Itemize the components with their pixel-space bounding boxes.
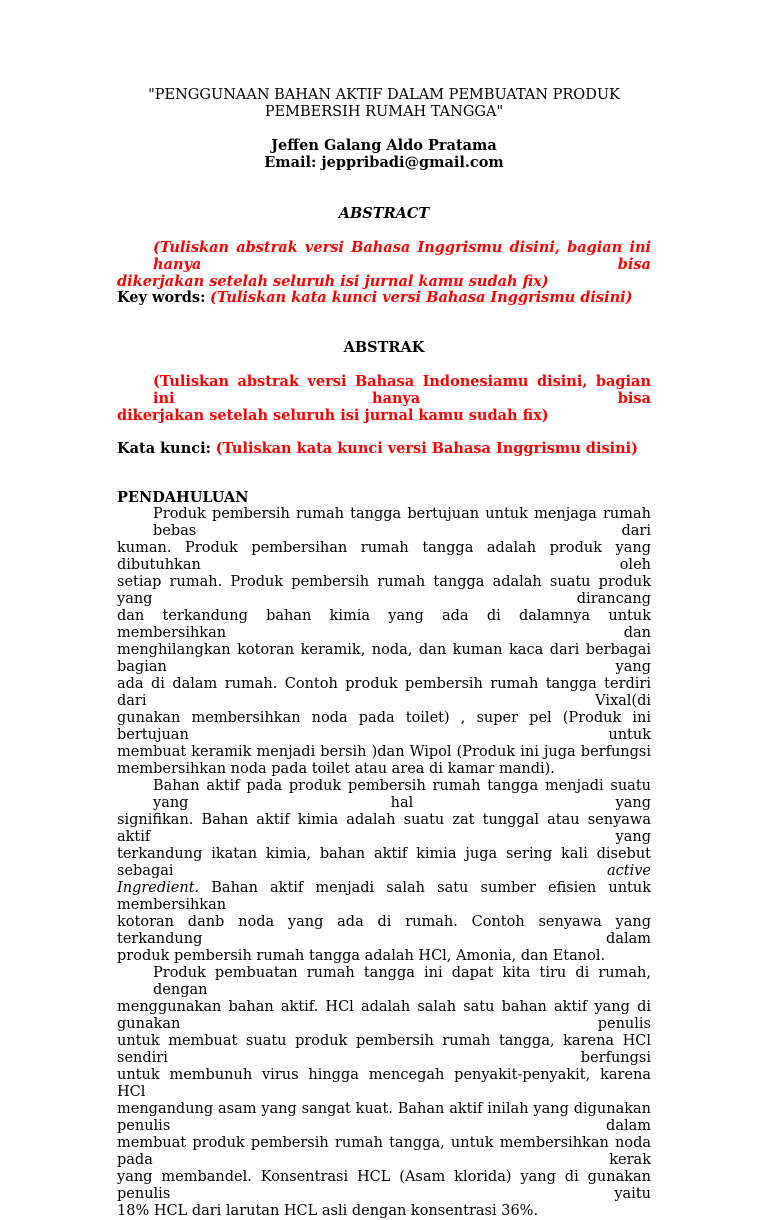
- keywords-en: [117, 289, 633, 306]
- p1-line: setiap rumah. Produk pembersih rumah tangga adalah suatu produk yang dirancang: [117, 574, 651, 607]
- section-heading-pendahuluan: PENDAHULUAN: [117, 489, 249, 506]
- p2-line: kotoran danb noda yang ada di rumah. Contoh senyawa yang terkandung dalam: [117, 914, 651, 947]
- p1-line: gunakan membersihkan noda pada toilet) , super pel (Produk ini bertujuan untuk: [117, 710, 651, 743]
- abstract-heading-id: ABSTRAK: [343, 339, 425, 356]
- keywords-en-label: Key words:: [117, 289, 206, 306]
- p3-line: membuat produk pembersih rumah tangga, untuk membersihkan noda pada kerak: [117, 1135, 651, 1168]
- p2-italic-term: active: [606, 863, 651, 879]
- p2-line: [117, 846, 651, 880]
- p1-line: membuat keramik menjadi bersih )dan Wipol (Produk ini juga berfungsi: [117, 744, 651, 760]
- keywords-en-value: (Tuliskan kata kunci versi Bahasa Inggrismu disini): [210, 289, 633, 306]
- intro-body: [117, 506, 651, 1220]
- p1-line: dan terkandung bahan kimia yang ada di dalamnya untuk membersihkan dan: [117, 608, 651, 641]
- abstract-en-line-1: (Tuliskan abstrak versi Bahasa Inggrismu disini, bagian ini hanya bisa: [153, 239, 651, 273]
- abstract-id-line-2: dikerjakan setelah seluruh isi jurnal kamu sudah fix): [117, 407, 549, 424]
- p1-line: Produk pembersih rumah tangga bertujuan untuk menjaga rumah bebas dari: [153, 506, 651, 539]
- p2-line: signifikan. Bahan aktif kimia adalah suatu zat tunggal atau senyawa aktif yang: [117, 812, 651, 845]
- p3-line: 18% HCL dari larutan HCL asli dengan konsentrasi 36%.: [117, 1203, 539, 1219]
- p2-italic-term: Ingredient.: [117, 880, 200, 896]
- p2-line: produk pembersih rumah tangga adalah HCl, Amonia, dan Etanol.: [117, 948, 606, 964]
- abstract-body-id: [117, 373, 651, 424]
- p2-line-text: terkandung ikatan kimia, bahan aktif kimia juga sering kali disebut sebagai: [117, 846, 651, 879]
- abstract-heading-en: ABSTRACT: [338, 205, 430, 222]
- p1-line: ada di dalam rumah. Contoh produk pembersih rumah tangga terdiri dari Vixal(di: [117, 676, 651, 709]
- paper-title: [0, 87, 768, 121]
- p2-line: Bahan aktif pada produk pembersih rumah tangga menjadi suatu yang hal yang: [153, 778, 651, 811]
- p2-line-text: Bahan aktif menjadi salah satu sumber efisien untuk membersihkan: [117, 880, 651, 913]
- author-name: Jeffen Galang Aldo Pratama: [271, 137, 497, 154]
- abstract-id-line-1: (Tuliskan abstrak versi Bahasa Indonesiamu disini, bagian ini hanya bisa: [153, 373, 651, 407]
- p3-line: mengandung asam yang sangat kuat. Bahan aktif inilah yang digunakan penulis dalam: [117, 1101, 651, 1134]
- abstract-en-line-2: dikerjakan setelah seluruh isi jurnal kamu sudah fix): [117, 273, 549, 290]
- author-email: Email: jeppribadi@gmail.com: [264, 154, 504, 171]
- p3-line: menggunakan bahan aktif. HCl adalah salah satu bahan aktif yang di gunakan penulis: [117, 999, 651, 1032]
- p1-line: membersihkan noda pada toilet atau area di kamar mandi).: [117, 761, 555, 777]
- p3-line: untuk membuat suatu produk pembersih rumah tangga, karena HCl sendiri berfungsi: [117, 1033, 651, 1066]
- p3-line: Produk pembuatan rumah tangga ini dapat kita tiru di rumah, dengan: [153, 965, 651, 998]
- title-line-2: PEMBERSIH RUMAH TANGGA": [264, 104, 504, 120]
- p2-line: [117, 880, 651, 914]
- author-block: [0, 137, 768, 171]
- title-line-1: "PENGGUNAAN BAHAN AKTIF DALAM PEMBUATAN PRODUK: [148, 87, 620, 103]
- keywords-id-value: (Tuliskan kata kunci versi Bahasa Inggrismu disini): [215, 440, 639, 457]
- p1-line: menghilangkan kotoran keramik, noda, dan kuman kaca dari berbagai bagian yang: [117, 642, 651, 675]
- p3-line: untuk membunuh virus hingga mencegah penyakit-penyakit, karena HCl: [117, 1067, 651, 1100]
- keywords-id-label: Kata kunci:: [117, 440, 211, 457]
- p3-line: yang membandel. Konsentrasi HCL (Asam klorida) yang di gunakan penulis yaitu: [117, 1169, 651, 1202]
- abstract-body-en: [117, 239, 651, 290]
- p1-line: kuman. Produk pembersihan rumah tangga adalah produk yang dibutuhkan oleh: [117, 540, 651, 573]
- keywords-id: [117, 440, 638, 457]
